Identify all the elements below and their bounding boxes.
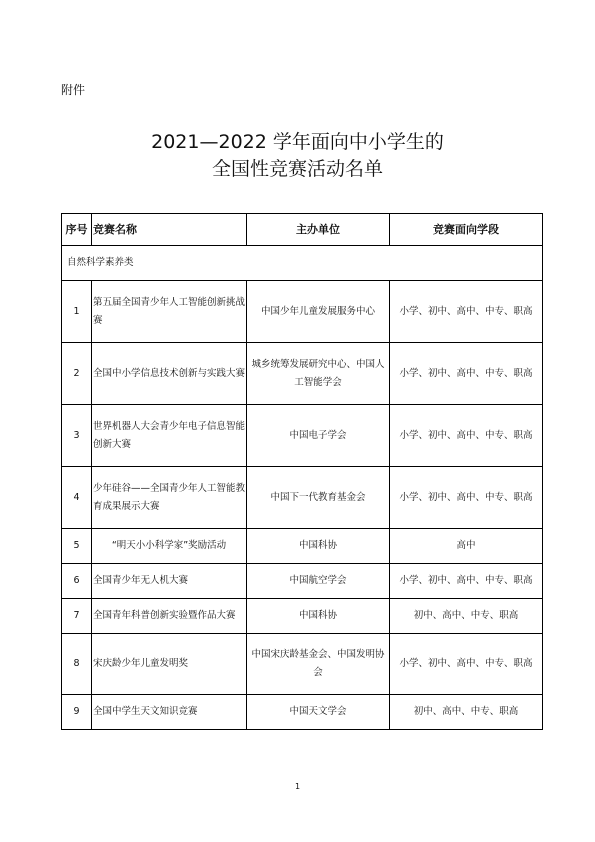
page-number: 1 <box>294 782 301 791</box>
table-row <box>62 634 543 695</box>
row-level: 高中 <box>390 529 543 564</box>
table-row <box>62 695 543 730</box>
row-no: 5 <box>62 529 92 564</box>
row-name: 全国中小学信息技术创新与实践大赛 <box>92 343 247 405</box>
row-name: 全国中学生天文知识竞赛 <box>92 695 247 730</box>
title-line-2: 全国性竞赛活动名单 <box>211 158 383 180</box>
row-organizer: 中国下一代教育基金会 <box>247 467 390 529</box>
row-organizer: 中国天文学会 <box>247 695 390 730</box>
header-organizer: 主办单位 <box>247 214 390 246</box>
row-level: 小学、初中、高中、中专、职高 <box>390 467 543 529</box>
table-row <box>62 529 543 564</box>
row-name: 全国青年科普创新实验暨作品大赛 <box>92 599 247 634</box>
header-name: 竞赛名称 <box>92 214 247 246</box>
row-level: 初中、高中、中专、职高 <box>390 695 543 730</box>
table-row <box>62 599 543 634</box>
row-level: 小学、初中、高中、中专、职高 <box>390 564 543 599</box>
table-row <box>62 467 543 529</box>
row-organizer: 中国电子学会 <box>247 405 390 467</box>
row-name: “明天小小科学家”奖励活动 <box>92 529 247 564</box>
competition-table <box>61 213 543 730</box>
document-title <box>0 129 595 183</box>
header-no: 序号 <box>62 214 92 246</box>
row-organizer: 城乡统筹发展研究中心、中国人工智能学会 <box>247 343 390 405</box>
row-organizer: 中国科协 <box>247 599 390 634</box>
row-no: 6 <box>62 564 92 599</box>
category-row <box>62 246 543 281</box>
row-no: 1 <box>62 281 92 343</box>
row-name: 第五届全国青少年人工智能创新挑战赛 <box>92 281 247 343</box>
header-level: 竞赛面向学段 <box>390 214 543 246</box>
row-no: 3 <box>62 405 92 467</box>
table-row <box>62 343 543 405</box>
row-organizer: 中国航空学会 <box>247 564 390 599</box>
row-level: 小学、初中、高中、中专、职高 <box>390 405 543 467</box>
row-level: 小学、初中、高中、中专、职高 <box>390 343 543 405</box>
category-label: 自然科学素养类 <box>62 246 543 281</box>
row-organizer: 中国宋庆龄基金会、中国发明协会 <box>247 634 390 695</box>
row-level: 小学、初中、高中、中专、职高 <box>390 634 543 695</box>
row-level: 初中、高中、中专、职高 <box>390 599 543 634</box>
row-name: 宋庆龄少年儿童发明奖 <box>92 634 247 695</box>
table-row <box>62 564 543 599</box>
table-row <box>62 281 543 343</box>
row-no: 7 <box>62 599 92 634</box>
row-organizer: 中国少年儿童发展服务中心 <box>247 281 390 343</box>
row-level: 小学、初中、高中、中专、职高 <box>390 281 543 343</box>
attachment-label: 附件 <box>61 83 86 97</box>
row-name: 少年硅谷——全国青少年人工智能教育成果展示大赛 <box>92 467 247 529</box>
row-no: 8 <box>62 634 92 695</box>
row-no: 2 <box>62 343 92 405</box>
row-no: 9 <box>62 695 92 730</box>
table-row <box>62 405 543 467</box>
title-line-1: 2021—2022 学年面向中小学生的 <box>151 131 444 153</box>
row-organizer: 中国科协 <box>247 529 390 564</box>
row-name: 全国青少年无人机大赛 <box>92 564 247 599</box>
row-no: 4 <box>62 467 92 529</box>
table-header-row <box>62 214 543 246</box>
row-name: 世界机器人大会青少年电子信息智能创新大赛 <box>92 405 247 467</box>
